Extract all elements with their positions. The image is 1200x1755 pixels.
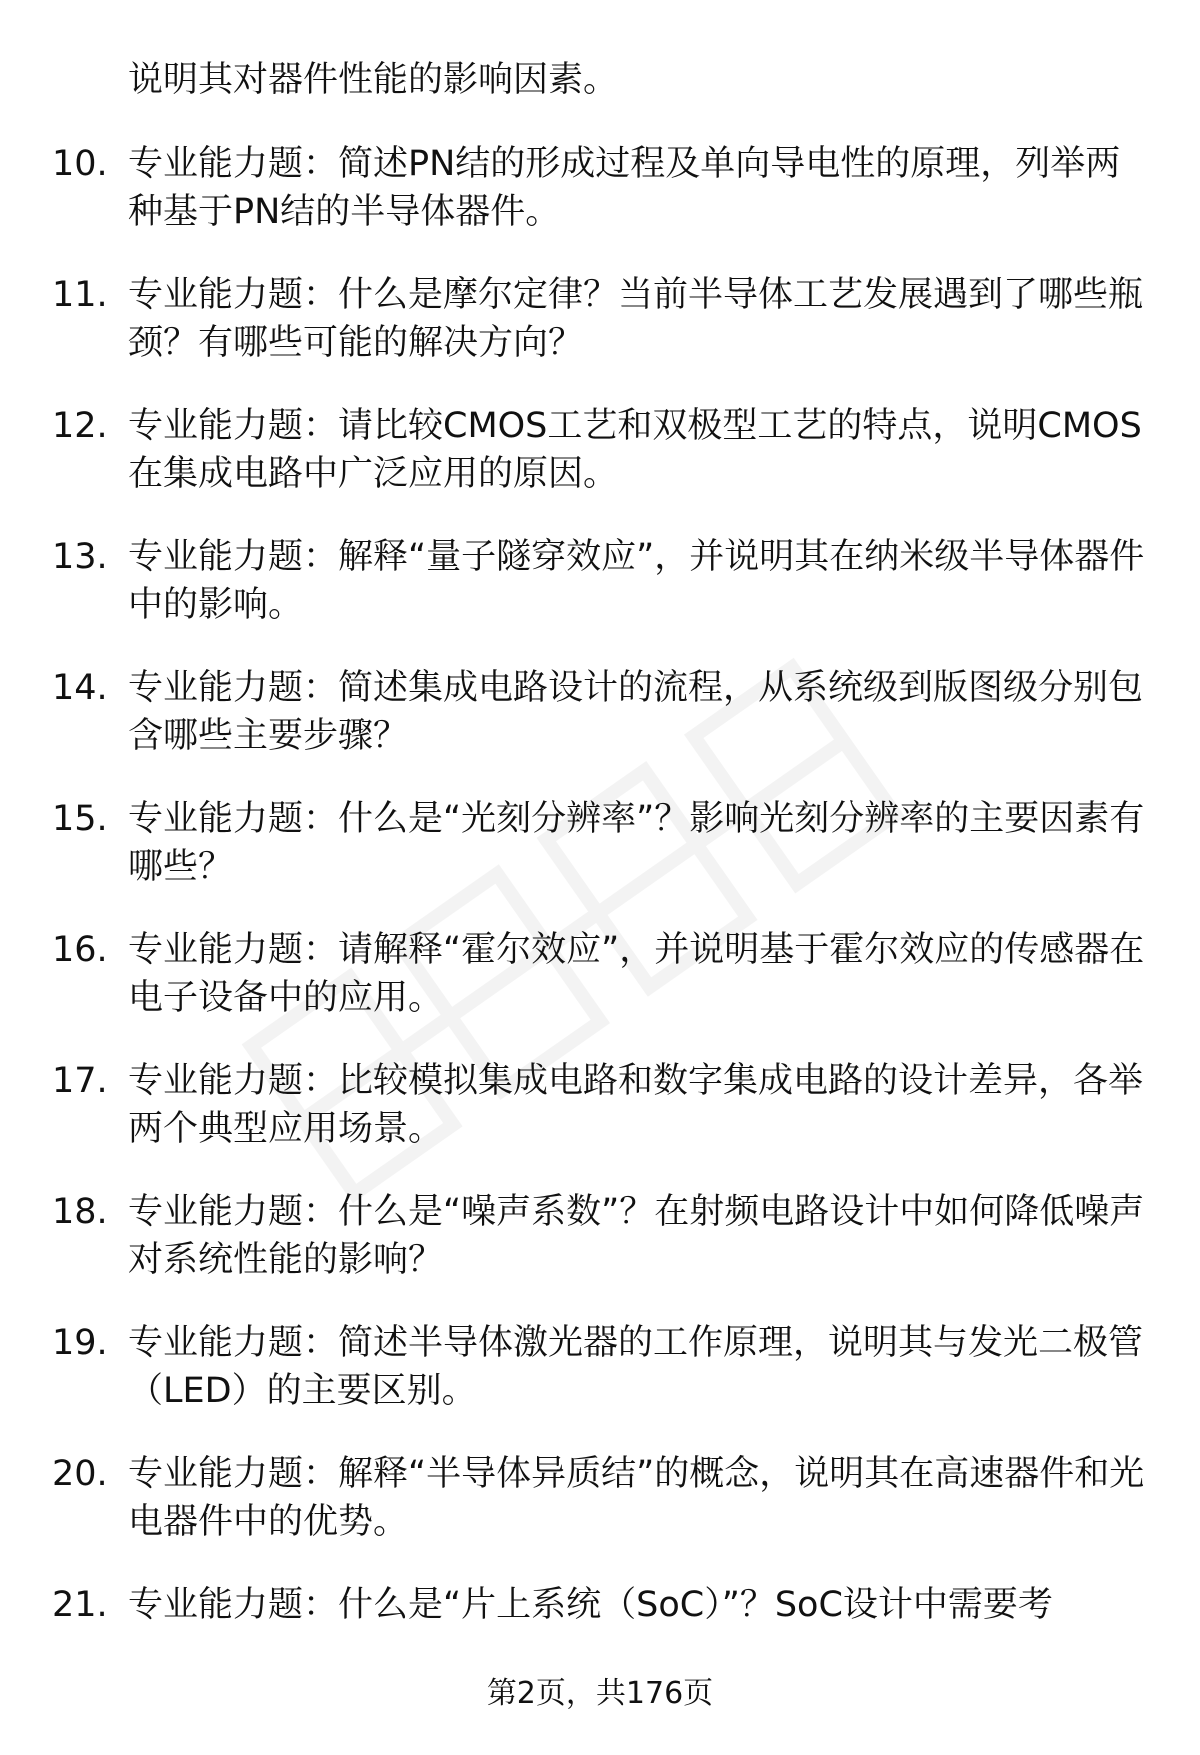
question-item <box>0 271 1200 402</box>
question-item <box>0 402 1200 533</box>
question-number: 10. <box>52 144 108 184</box>
question-number: 21. <box>52 1585 108 1625</box>
question-text: 专业能力题：解释“量子隧穿效应”，并说明其在纳米级半导体器件中的影响。 <box>128 537 1145 625</box>
question-item <box>0 664 1200 795</box>
question-item <box>0 533 1200 664</box>
question-number: 20. <box>52 1454 108 1494</box>
question-number: 19. <box>52 1323 108 1363</box>
question-text: 专业能力题：简述半导体激光器的工作原理，说明其与发光二极管（LED）的主要区别。 <box>128 1323 1144 1411</box>
question-text: 专业能力题：什么是“光刻分辨率”？影响光刻分辨率的主要因素有哪些？ <box>128 799 1145 887</box>
question-number: 12. <box>52 406 108 446</box>
question-text: 专业能力题：简述PN结的形成过程及单向导电性的原理，列举两种基于PN结的半导体器件。 <box>128 144 1121 232</box>
question-text: 专业能力题：解释“半导体异质结”的概念，说明其在高速器件和光电器件中的优势。 <box>128 1454 1145 1542</box>
question-text: 专业能力题：什么是“片上系统（SoC）”？SoC设计中需要考 <box>128 1585 1053 1625</box>
question-number: 15. <box>52 799 108 839</box>
question-text: 专业能力题：简述集成电路设计的流程，从系统级到版图级分别包含哪些主要步骤？ <box>128 668 1144 756</box>
question-list <box>0 140 1200 1712</box>
question-text: 专业能力题：请比较CMOS工艺和双极型工艺的特点，说明CMOS在集成电路中广泛应用的原因。 <box>128 406 1142 494</box>
question-item <box>0 1057 1200 1188</box>
question-text: 专业能力题：请解释“霍尔效应”，并说明基于霍尔效应的传感器在电子设备中的应用。 <box>128 930 1145 1018</box>
question-number: 11. <box>52 275 108 315</box>
question-item <box>0 1450 1200 1581</box>
question-item <box>0 1319 1200 1450</box>
question-text: 专业能力题：比较模拟集成电路和数字集成电路的设计差异，各举两个典型应用场景。 <box>128 1061 1144 1149</box>
question-text: 专业能力题：什么是“噪声系数”？在射频电路设计中如何降低噪声对系统性能的影响？ <box>128 1192 1145 1280</box>
question-text: 专业能力题：什么是摩尔定律？当前半导体工艺发展遇到了哪些瓶颈？有哪些可能的解决方向？ <box>128 275 1144 363</box>
question-item <box>0 140 1200 271</box>
question-number: 13. <box>52 537 108 577</box>
question-item <box>0 926 1200 1057</box>
page-footer: 第2页，共176页 <box>486 1676 714 1711</box>
question-item <box>0 1188 1200 1319</box>
question-number: 16. <box>52 930 108 970</box>
question-number: 18. <box>52 1192 108 1232</box>
question-number: 17. <box>52 1061 108 1101</box>
question-number: 14. <box>52 668 108 708</box>
question-item <box>0 795 1200 926</box>
continuation-text: 说明其对器件性能的影响因素。 <box>128 60 619 100</box>
